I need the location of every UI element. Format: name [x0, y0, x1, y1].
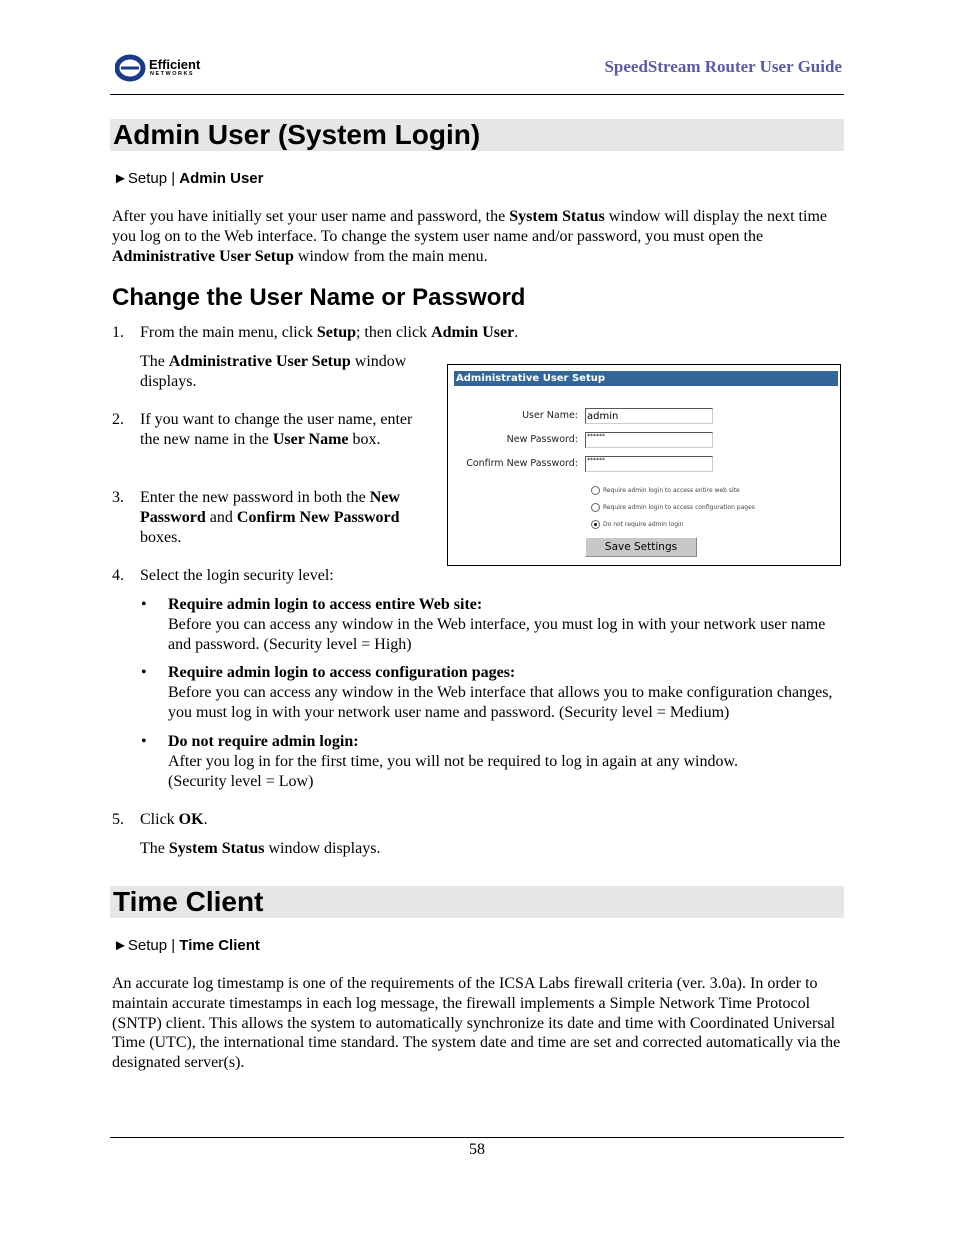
bullet-icon: •: [141, 733, 147, 750]
time-client-paragraph: An accurate log timestamp is one of the requirements of the ICSA Labs firewall criteria (ver. 3.0a). In order to maintain accurate timestamps in each log message, the firewall implements a Simple Network Time Protocol (SNTP) client. This allows the system to automatically synchronize its date and time with Coordinated Universal Time (UTC), the international time standard. The system date and time are set and corrected automatically via the designated server(s).: [112, 975, 841, 1072]
intro-paragraph: After you have initially set your user name and password, the System Status window will display the next time you log on to the Web interface. To change the system user name and/or password, you must open the Administrative User Setup window from the main menu.: [112, 208, 827, 265]
radio-no-login[interactable]: Do not require admin login: [591, 520, 684, 529]
section-heading-admin-user: Admin User (System Login): [110, 119, 844, 151]
crumb-page: Admin User: [179, 170, 264, 187]
confirm-password-input[interactable]: ******: [585, 456, 713, 472]
crumb-setup: Setup |: [127, 937, 180, 954]
step-5: Click OK.: [140, 811, 208, 828]
step-number: 1.: [112, 324, 124, 341]
new-password-input[interactable]: ******: [585, 432, 713, 448]
save-settings-button[interactable]: Save Settings: [585, 537, 697, 557]
step-5-note: The System Status window displays.: [140, 840, 381, 857]
logo-e-icon: [115, 54, 149, 82]
logo-text: Efficient: [149, 57, 201, 72]
step-3: Enter the new password in both the New Password and Confirm New Password boxes.: [140, 489, 400, 546]
arrow-icon: ►: [113, 170, 128, 187]
radio-entire-site[interactable]: Require admin login to access entire web site: [591, 486, 740, 495]
new-password-label: New Password:: [506, 434, 578, 445]
radio-icon: [591, 503, 600, 512]
step-number: 4.: [112, 567, 124, 584]
admin-user-setup-screenshot: [447, 364, 841, 566]
guide-title: SpeedStream Router User Guide: [604, 57, 842, 76]
arrow-icon: ►: [113, 937, 128, 954]
user-name-input[interactable]: admin: [585, 408, 713, 424]
radio-selected-icon: [591, 520, 600, 529]
panel-title: Administrative User Setup: [454, 371, 838, 386]
step-1-note: The Administrative User Setup window displays.: [140, 353, 407, 390]
breadcrumb-admin-user: [113, 170, 263, 187]
bullet-medium: Require admin login to access configuration pages: Before you can access any window in the Web interface that allows you to make configuration changes, you must log in with your network user name and password. (Security level = Medium): [168, 664, 833, 721]
step-number: 3.: [112, 489, 124, 506]
step-2: If you want to change the user name, enter the new name in the User Name box.: [140, 411, 413, 448]
step-number: 2.: [112, 411, 124, 428]
step-4: Select the login security level:: [140, 567, 334, 584]
crumb-page: Time Client: [179, 937, 260, 954]
subheading-change-credentials: Change the User Name or Password: [112, 284, 526, 311]
section-heading-time-client: Time Client: [110, 886, 844, 918]
radio-icon: [591, 486, 600, 495]
crumb-setup: Setup |: [127, 170, 180, 187]
user-name-label: User Name:: [522, 410, 578, 421]
logo-subtext: NETWORKS: [150, 71, 195, 77]
bullet-high: Require admin login to access entire Web site: Before you can access any window in the Web interface, you must log in with your network user name and password. (Security level = High): [168, 596, 826, 653]
page-number: 58: [469, 1141, 485, 1158]
step-1: From the main menu, click Setup; then click Admin User.: [140, 324, 519, 341]
footer-rule: [110, 1137, 844, 1138]
breadcrumb-time-client: [113, 937, 260, 954]
step-number: 5.: [112, 811, 124, 828]
radio-config-pages[interactable]: Require admin login to access configuration pages: [591, 503, 755, 512]
header-rule: [110, 94, 844, 95]
bullet-low: Do not require admin login: After you log in for the first time, you will not be required to log in again at any window. (Security level = Low): [168, 733, 738, 790]
bullet-icon: •: [141, 664, 147, 681]
bullet-icon: •: [141, 596, 147, 613]
confirm-password-label: Confirm New Password:: [466, 458, 578, 469]
